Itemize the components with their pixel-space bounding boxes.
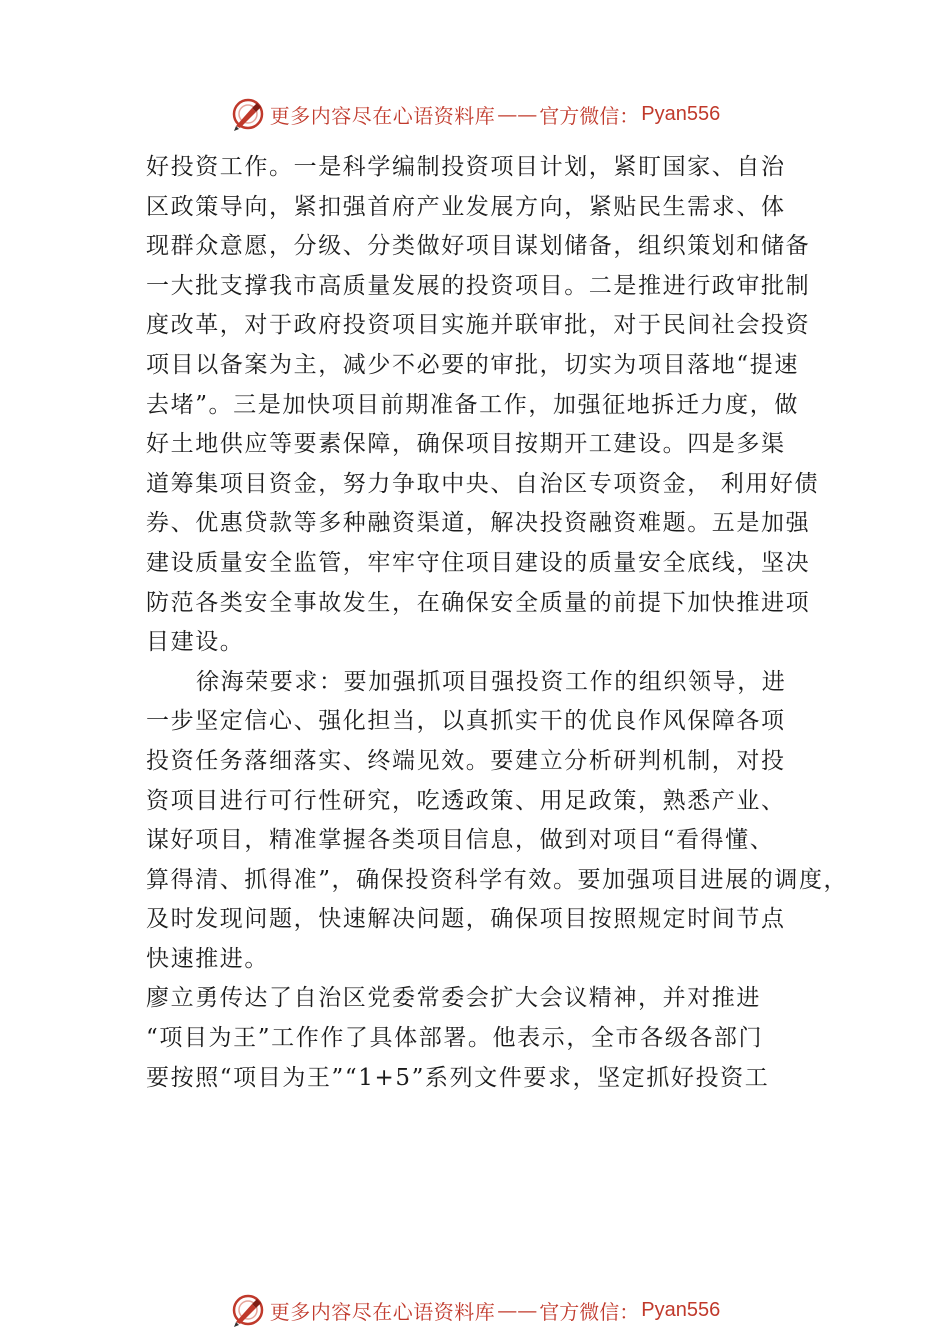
text-line: 谋好项目，精准掌握各类项目信息，做到对项目“看得懂、	[146, 827, 775, 854]
text-line: 券、优惠贷款等多种融资渠道，解决投资融资难题。五是加强	[146, 510, 811, 537]
watermark-site-text: 更多内容尽在心语资料库	[269, 1299, 496, 1324]
watermark-wechat-label: 官方微信：	[539, 103, 640, 128]
text-line: 要按照“项目为王”“1+5”系列文件要求，坚定抓好投资工	[146, 1064, 770, 1091]
watermark-dash: ——	[497, 102, 538, 126]
text-line: 资项目进行可行性研究，吃透政策、用足政策，熟悉产业、	[146, 787, 786, 814]
text-line: 度改革，对于政府投资项目实施并联审批，对于民间社会投资	[146, 312, 811, 339]
text-line: 徐海荣要求：要加强抓项目强投资工作的组织领导，进	[196, 668, 787, 695]
text-line: 好土地供应等要素保障，确保项目按期开工建设。四是多渠	[146, 431, 786, 458]
header-watermark	[0, 94, 950, 134]
text-line: 及时发现问题，快速解决问题，确保项目按照规定时间节点	[146, 906, 786, 933]
watermark-wechat-label: 官方微信：	[539, 1299, 640, 1324]
text-line: 去堵”。三是加快项目前期准备工作，加强征地拆迁力度，做	[146, 391, 799, 418]
watermark-dash: ——	[497, 1298, 538, 1322]
text-line: 算得清、抓得准”，确保投资科学有效。要加强项目进展的调度，	[146, 866, 849, 893]
watermark-wechat-id: Pyan556	[641, 102, 721, 125]
text-line: 道筹集项目资金，努力争取中央、自治区专项资金， 利用好债	[146, 470, 820, 497]
text-line: 区政策导向，紧扣强首府产业发展方向，紧贴民生需求、体	[146, 193, 786, 220]
footer-watermark	[0, 1290, 950, 1330]
text-line: 建设质量安全监管，牢牢守住项目建设的质量安全底线，坚决	[146, 549, 811, 576]
watermark-wechat-id: Pyan556	[641, 1298, 721, 1321]
document-body	[146, 148, 849, 1098]
watermark-site-text: 更多内容尽在心语资料库	[269, 103, 496, 128]
pen-logo-icon	[230, 1292, 266, 1328]
text-line: 投资任务落细落实、终端见效。要建立分析研判机制，对投	[146, 747, 786, 774]
text-line: 现群众意愿，分级、分类做好项目谋划储备，组织策划和储备	[146, 233, 811, 260]
text-line: 一大批支撑我市高质量发展的投资项目。二是推进行政审批制	[146, 272, 811, 299]
text-line: 防范各类安全事故发生，在确保安全质量的前提下加快推进项	[146, 589, 811, 616]
text-line: 快速推进。	[146, 945, 269, 972]
pen-logo-icon	[230, 96, 266, 132]
text-line: 目建设。	[146, 629, 245, 656]
text-line: 一步坚定信心、强化担当，以真抓实干的优良作风保障各项	[146, 708, 786, 735]
text-line: “项目为王”工作作了具体部署。他表示，全市各级各部门	[146, 1025, 764, 1052]
text-line: 好投资工作。一是科学编制投资项目计划，紧盯国家、自治	[146, 154, 786, 180]
text-line: 项目以备案为主，减少不必要的审批，切实为项目落地“提速	[146, 351, 799, 378]
text-line: 廖立勇传达了自治区党委常委会扩大会议精神，并对推进	[146, 985, 761, 1012]
